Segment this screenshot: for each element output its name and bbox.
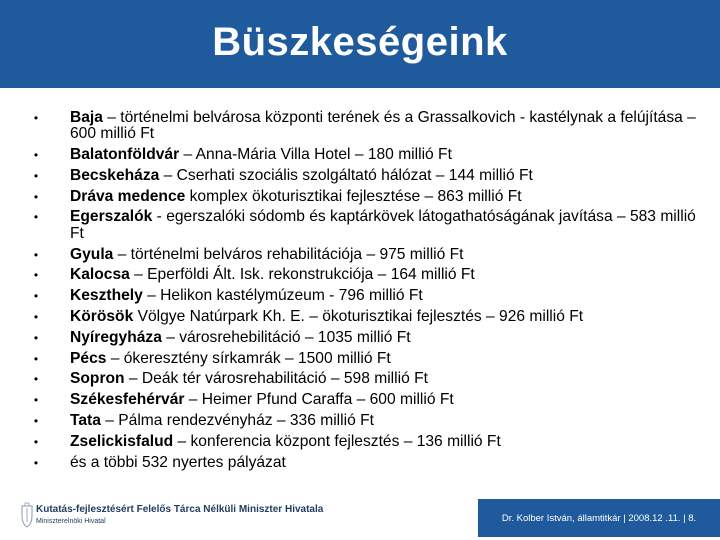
list-item bbox=[30, 309, 700, 325]
content-area bbox=[30, 110, 700, 475]
bullet-icon: • bbox=[33, 289, 39, 304]
bullet-icon: • bbox=[33, 455, 39, 470]
item-place-name: Székesfehérvár bbox=[70, 391, 185, 409]
item-description: – Heimer Pfund Caraffa – 600 millió Ft bbox=[184, 391, 454, 409]
item-description: – történelmi belváros rehabilitációja – 975 millió Ft bbox=[113, 245, 464, 263]
item-description: Völgye Natúrpark Kh. E. – ökoturisztikai fejlesztés – 926 millió Ft bbox=[133, 307, 584, 325]
item-place-name: Dráva medence bbox=[70, 187, 186, 205]
list-item bbox=[30, 455, 700, 471]
item-place-name: Kalocsa bbox=[70, 266, 130, 284]
footer-organization: Kutatás-fejlesztésért Felelős Tárca Nélküli Miniszter Hivatala bbox=[36, 504, 324, 515]
footer-presenter-box bbox=[478, 499, 720, 537]
list-item bbox=[30, 330, 700, 346]
item-place-name: Tata bbox=[70, 411, 101, 429]
item-place-name: Becskeháza bbox=[70, 166, 160, 184]
bullet-icon: • bbox=[33, 189, 39, 204]
bullet-icon: • bbox=[33, 210, 39, 225]
bullet-icon: • bbox=[33, 247, 39, 262]
list-item bbox=[30, 288, 700, 304]
item-description: komplex ökoturisztikai fejlesztése – 863 millió Ft bbox=[185, 187, 522, 205]
item-place-name: Egerszalók bbox=[70, 208, 153, 226]
title-bar bbox=[0, 0, 720, 88]
bullet-icon: • bbox=[33, 351, 39, 366]
list-item bbox=[30, 209, 700, 242]
bullet-icon: • bbox=[33, 372, 39, 387]
list-item bbox=[30, 434, 700, 450]
list-item bbox=[30, 247, 700, 263]
bullet-icon: • bbox=[33, 268, 39, 283]
bullet-icon: • bbox=[33, 434, 39, 449]
item-place-name: Baja bbox=[70, 109, 103, 126]
list-item bbox=[30, 110, 700, 143]
bullet-list bbox=[30, 110, 700, 471]
bullet-icon: • bbox=[33, 393, 39, 408]
footer-presenter-text: Dr. Kolber István, államtitkár | 2008.12 .11. | 8. bbox=[501, 512, 697, 524]
list-item bbox=[30, 371, 700, 387]
item-place-name: Gyula bbox=[70, 245, 114, 263]
item-place-name: Balatonföldvár bbox=[70, 146, 180, 164]
item-description: – Pálma rendezvényház – 336 millió Ft bbox=[100, 411, 374, 429]
item-description: – ókeresztény sírkamrák – 1500 millió Ft bbox=[106, 349, 391, 367]
bullet-icon: • bbox=[33, 309, 39, 324]
item-description: és a többi 532 nyertes pályázat bbox=[70, 453, 286, 471]
slide-title: Büszkeségeink bbox=[212, 19, 508, 64]
item-description: - egerszalóki sódomb és kaptárkövek látogathatóságának javítása – 583 millió Ft bbox=[70, 208, 696, 242]
item-description: – konferencia központ fejlesztés – 136 millió Ft bbox=[173, 432, 501, 450]
list-item bbox=[30, 413, 700, 429]
list-item bbox=[30, 392, 700, 408]
item-description: – városrehebilitáció – 1035 millió Ft bbox=[161, 328, 411, 346]
bullet-icon: • bbox=[33, 111, 39, 125]
list-item bbox=[30, 189, 700, 205]
list-item bbox=[30, 267, 700, 283]
item-place-name: Keszthely bbox=[70, 287, 143, 305]
item-place-name: Körösök bbox=[70, 307, 134, 325]
item-place-name: Nyíregyháza bbox=[70, 328, 162, 346]
item-description: – Eperföldi Ált. Isk. rekonstrukciója – 164 millió Ft bbox=[129, 266, 475, 284]
bullet-icon: • bbox=[33, 330, 39, 345]
item-place-name: Zselickisfalud bbox=[70, 432, 174, 450]
bullet-icon: • bbox=[33, 413, 39, 428]
bullet-icon: • bbox=[33, 168, 39, 183]
item-place-name: Pécs bbox=[70, 349, 107, 367]
item-description: – Helikon kastélymúzeum - 796 millió Ft bbox=[142, 287, 423, 305]
item-description: – Cserhati szociális szolgáltató hálózat – 144 millió Ft bbox=[159, 166, 533, 184]
list-item bbox=[30, 351, 700, 367]
footer bbox=[0, 495, 720, 540]
list-item bbox=[30, 168, 700, 184]
list-item bbox=[30, 147, 700, 163]
footer-subtitle: Miniszterelnöki Hivatal bbox=[36, 518, 106, 525]
coat-of-arms-icon bbox=[20, 502, 34, 528]
item-description: – Anna-Mária Villa Hotel – 180 millió Ft bbox=[179, 146, 452, 164]
bullet-icon: • bbox=[33, 148, 39, 163]
item-place-name: Sopron bbox=[70, 370, 125, 388]
item-description: – történelmi belvárosa központi terének és a Grassalkovich - kastélynak a felújítása – 600 millió Ft bbox=[70, 109, 696, 143]
item-description: – Deák tér városrehabilitáció – 598 millió Ft bbox=[124, 370, 428, 388]
